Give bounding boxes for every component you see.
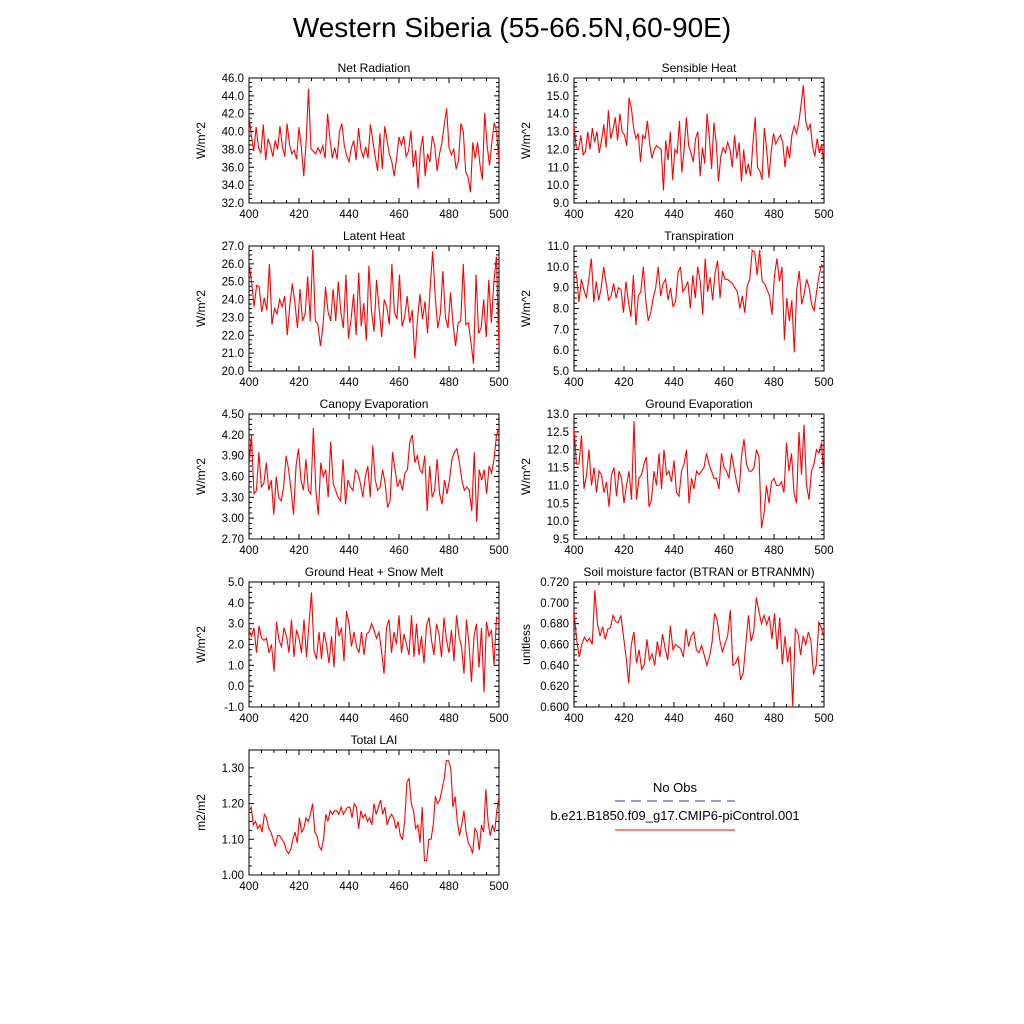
y-tick-label: 46.0 bbox=[221, 73, 244, 85]
panel-title: Soil moisture factor (BTRAN or BTRANMN) bbox=[583, 565, 815, 579]
x-tick-label: 480 bbox=[439, 209, 459, 221]
y-tick-label: 9.0 bbox=[553, 198, 569, 210]
y-tick-label: 3.60 bbox=[221, 471, 244, 484]
y-tick-label: 10.0 bbox=[546, 180, 569, 193]
x-tick-label: 500 bbox=[814, 377, 834, 389]
plot-frame bbox=[574, 582, 824, 707]
series-line-sensible-heat bbox=[574, 85, 824, 190]
y-tick-label: 34.0 bbox=[221, 180, 244, 193]
y-tick-label: 8.0 bbox=[553, 303, 569, 316]
y-tick-label: 3.0 bbox=[228, 618, 244, 631]
panel-title: Sensible Heat bbox=[661, 61, 737, 75]
x-tick-label: 440 bbox=[339, 209, 359, 221]
x-tick-label: 440 bbox=[664, 377, 684, 389]
x-tick-label: 460 bbox=[389, 209, 409, 221]
x-tick-label: 400 bbox=[564, 545, 584, 557]
y-tick-label: 1.00 bbox=[221, 870, 244, 882]
x-tick-label: 420 bbox=[289, 881, 309, 893]
plot-frame bbox=[574, 78, 824, 203]
y-tick-label: 0.600 bbox=[540, 702, 569, 714]
x-tick-label: 460 bbox=[389, 713, 409, 725]
x-tick-label: 500 bbox=[489, 713, 509, 725]
x-tick-label: 500 bbox=[814, 545, 834, 557]
x-tick-label: 480 bbox=[764, 545, 784, 557]
y-axis-label: m2/m2 bbox=[194, 794, 208, 831]
y-tick-label: 1.0 bbox=[228, 660, 244, 673]
y-tick-label: 0.0 bbox=[228, 681, 244, 694]
y-tick-label: 21.0 bbox=[221, 348, 244, 361]
x-tick-label: 440 bbox=[664, 545, 684, 557]
y-tick-label: 16.0 bbox=[546, 73, 569, 85]
x-tick-label: 400 bbox=[564, 209, 584, 221]
panel-title: Ground Heat + Snow Melt bbox=[304, 565, 444, 579]
y-axis-label: W/m^2 bbox=[194, 458, 208, 495]
y-tick-label: 36.0 bbox=[221, 162, 244, 175]
y-tick-label: 40.0 bbox=[221, 126, 244, 139]
y-tick-label: 12.0 bbox=[546, 444, 569, 457]
y-tick-label: 14.0 bbox=[546, 108, 569, 121]
y-tick-label: 15.0 bbox=[546, 90, 569, 103]
x-tick-label: 460 bbox=[714, 377, 734, 389]
x-tick-label: 480 bbox=[439, 713, 459, 725]
y-tick-label: 7.0 bbox=[553, 324, 569, 337]
legend-label-model: b.e21.B1850.f09_g17.CMIP6-piControl.001 bbox=[550, 808, 800, 823]
y-tick-label: 10.0 bbox=[546, 516, 569, 529]
x-tick-label: 480 bbox=[439, 377, 459, 389]
y-tick-label: 11.0 bbox=[547, 162, 569, 175]
y-axis-label: W/m^2 bbox=[194, 122, 208, 159]
x-tick-label: 440 bbox=[339, 545, 359, 557]
x-tick-label: 440 bbox=[664, 209, 684, 221]
y-tick-label: 1.10 bbox=[221, 834, 244, 847]
x-tick-label: 440 bbox=[339, 881, 359, 893]
y-tick-label: 32.0 bbox=[221, 198, 244, 210]
plot-frame bbox=[249, 750, 499, 875]
x-tick-label: 420 bbox=[289, 545, 309, 557]
y-tick-label: 2.0 bbox=[228, 639, 244, 652]
panel-soil-moisture-factor-btran-or-btranmn bbox=[519, 565, 834, 725]
panel-total-lai bbox=[194, 733, 509, 893]
y-tick-label: 42.0 bbox=[221, 108, 244, 121]
y-tick-label: 0.680 bbox=[540, 618, 569, 631]
series-line-latent-heat bbox=[249, 250, 499, 364]
y-axis-label: W/m^2 bbox=[519, 122, 533, 159]
panel-title: Ground Evaporation bbox=[645, 397, 753, 411]
x-tick-label: 420 bbox=[289, 209, 309, 221]
y-tick-label: 9.0 bbox=[553, 282, 569, 295]
panel-title: Latent Heat bbox=[342, 229, 406, 243]
y-tick-label: 0.620 bbox=[540, 681, 569, 694]
panel-sensible-heat bbox=[519, 61, 834, 221]
series-line-net-radiation bbox=[249, 89, 499, 193]
x-tick-label: 400 bbox=[239, 881, 259, 893]
panel-title: Total LAI bbox=[350, 733, 398, 747]
y-tick-label: 4.50 bbox=[221, 409, 244, 421]
x-tick-label: 420 bbox=[614, 377, 634, 389]
y-axis-label: W/m^2 bbox=[519, 458, 533, 495]
y-tick-label: 0.720 bbox=[540, 577, 569, 589]
x-tick-label: 480 bbox=[764, 713, 784, 725]
x-tick-label: 420 bbox=[289, 713, 309, 725]
x-tick-label: 400 bbox=[564, 377, 584, 389]
panel-latent-heat bbox=[194, 229, 509, 389]
legend-label-obs: No Obs bbox=[652, 780, 698, 795]
y-axis-label: unitless bbox=[519, 624, 533, 665]
x-tick-label: 440 bbox=[664, 713, 684, 725]
y-tick-label: 13.0 bbox=[546, 126, 569, 139]
x-tick-label: 500 bbox=[489, 377, 509, 389]
y-tick-label: 20.0 bbox=[221, 366, 244, 378]
y-tick-label: 4.0 bbox=[228, 597, 244, 610]
x-tick-label: 500 bbox=[489, 881, 509, 893]
y-tick-label: 0.700 bbox=[540, 597, 569, 610]
y-tick-label: 6.0 bbox=[553, 345, 569, 358]
y-tick-label: 23.0 bbox=[221, 312, 244, 325]
x-tick-label: 400 bbox=[239, 545, 259, 557]
x-tick-label: 400 bbox=[239, 377, 259, 389]
y-tick-label: 3.00 bbox=[221, 513, 244, 526]
y-tick-label: 25.0 bbox=[221, 276, 244, 289]
x-tick-label: 420 bbox=[289, 377, 309, 389]
x-tick-label: 400 bbox=[239, 713, 259, 725]
panel-title: Canopy Evaporation bbox=[319, 397, 429, 411]
y-tick-label: 11.0 bbox=[547, 480, 569, 493]
x-tick-label: 420 bbox=[614, 545, 634, 557]
x-tick-label: 460 bbox=[389, 545, 409, 557]
y-tick-label: 24.0 bbox=[221, 294, 244, 307]
figure-title: Western Siberia (55-66.5N,60-90E) bbox=[292, 12, 732, 43]
x-tick-label: 400 bbox=[239, 209, 259, 221]
x-tick-label: 480 bbox=[764, 209, 784, 221]
x-tick-label: 460 bbox=[389, 377, 409, 389]
y-tick-label: 10.5 bbox=[546, 498, 569, 511]
y-axis-label: W/m^2 bbox=[194, 290, 208, 327]
panels-group bbox=[194, 61, 834, 893]
plot-frame bbox=[249, 78, 499, 203]
x-tick-label: 480 bbox=[439, 881, 459, 893]
x-tick-label: 460 bbox=[389, 881, 409, 893]
y-tick-label: 26.0 bbox=[221, 258, 244, 271]
y-tick-label: 9.5 bbox=[553, 534, 569, 546]
y-tick-label: 10.0 bbox=[546, 261, 569, 274]
y-tick-label: 44.0 bbox=[221, 90, 244, 103]
series-line-total-lai bbox=[249, 761, 499, 861]
series-line-soil-moisture-factor-btran-or-btranmn bbox=[574, 590, 824, 707]
series-line-canopy-evaporation bbox=[249, 428, 499, 522]
y-tick-label: 2.70 bbox=[221, 534, 244, 546]
series-line-ground-evaporation bbox=[574, 421, 824, 528]
y-tick-label: 1.30 bbox=[221, 762, 244, 775]
y-tick-label: 13.0 bbox=[546, 409, 569, 421]
x-tick-label: 440 bbox=[339, 377, 359, 389]
x-tick-label: 500 bbox=[489, 209, 509, 221]
x-tick-label: 420 bbox=[614, 713, 634, 725]
y-tick-label: 11.5 bbox=[547, 462, 569, 475]
x-tick-label: 480 bbox=[439, 545, 459, 557]
y-tick-label: 4.20 bbox=[221, 429, 244, 442]
panel-net-radiation bbox=[194, 61, 509, 221]
y-axis-label: W/m^2 bbox=[519, 290, 533, 327]
x-tick-label: 480 bbox=[764, 377, 784, 389]
series-line-transpiration bbox=[574, 250, 824, 352]
y-tick-label: 3.90 bbox=[221, 450, 244, 463]
y-tick-label: 5.0 bbox=[228, 577, 244, 589]
legend bbox=[550, 780, 799, 830]
x-tick-label: 440 bbox=[339, 713, 359, 725]
x-tick-label: 460 bbox=[714, 713, 734, 725]
y-tick-label: 12.5 bbox=[546, 426, 569, 439]
panel-transpiration bbox=[519, 229, 834, 389]
y-tick-label: 27.0 bbox=[221, 241, 244, 253]
x-tick-label: 500 bbox=[814, 713, 834, 725]
panel-title: Transpiration bbox=[664, 229, 734, 243]
x-tick-label: 460 bbox=[714, 545, 734, 557]
y-tick-label: 0.660 bbox=[540, 639, 569, 652]
y-tick-label: 12.0 bbox=[546, 144, 569, 157]
y-tick-label: -1.0 bbox=[224, 702, 244, 714]
panel-canopy-evaporation bbox=[194, 397, 509, 557]
series-line-ground-heat-snow-melt bbox=[249, 592, 499, 692]
y-axis-label: W/m^2 bbox=[194, 626, 208, 663]
x-tick-label: 400 bbox=[564, 713, 584, 725]
panel-ground-evaporation bbox=[519, 397, 834, 557]
y-tick-label: 11.0 bbox=[547, 241, 569, 253]
x-tick-label: 500 bbox=[489, 545, 509, 557]
panel-ground-heat-snow-melt bbox=[194, 565, 509, 725]
x-tick-label: 500 bbox=[814, 209, 834, 221]
panel-title: Net Radiation bbox=[337, 61, 411, 75]
y-tick-label: 38.0 bbox=[221, 144, 244, 157]
y-tick-label: 0.640 bbox=[540, 660, 569, 673]
y-tick-label: 22.0 bbox=[221, 330, 244, 343]
y-tick-label: 3.30 bbox=[221, 492, 244, 505]
x-tick-label: 460 bbox=[714, 209, 734, 221]
y-tick-label: 1.20 bbox=[221, 798, 244, 811]
y-tick-label: 5.0 bbox=[553, 366, 569, 378]
x-tick-label: 420 bbox=[614, 209, 634, 221]
